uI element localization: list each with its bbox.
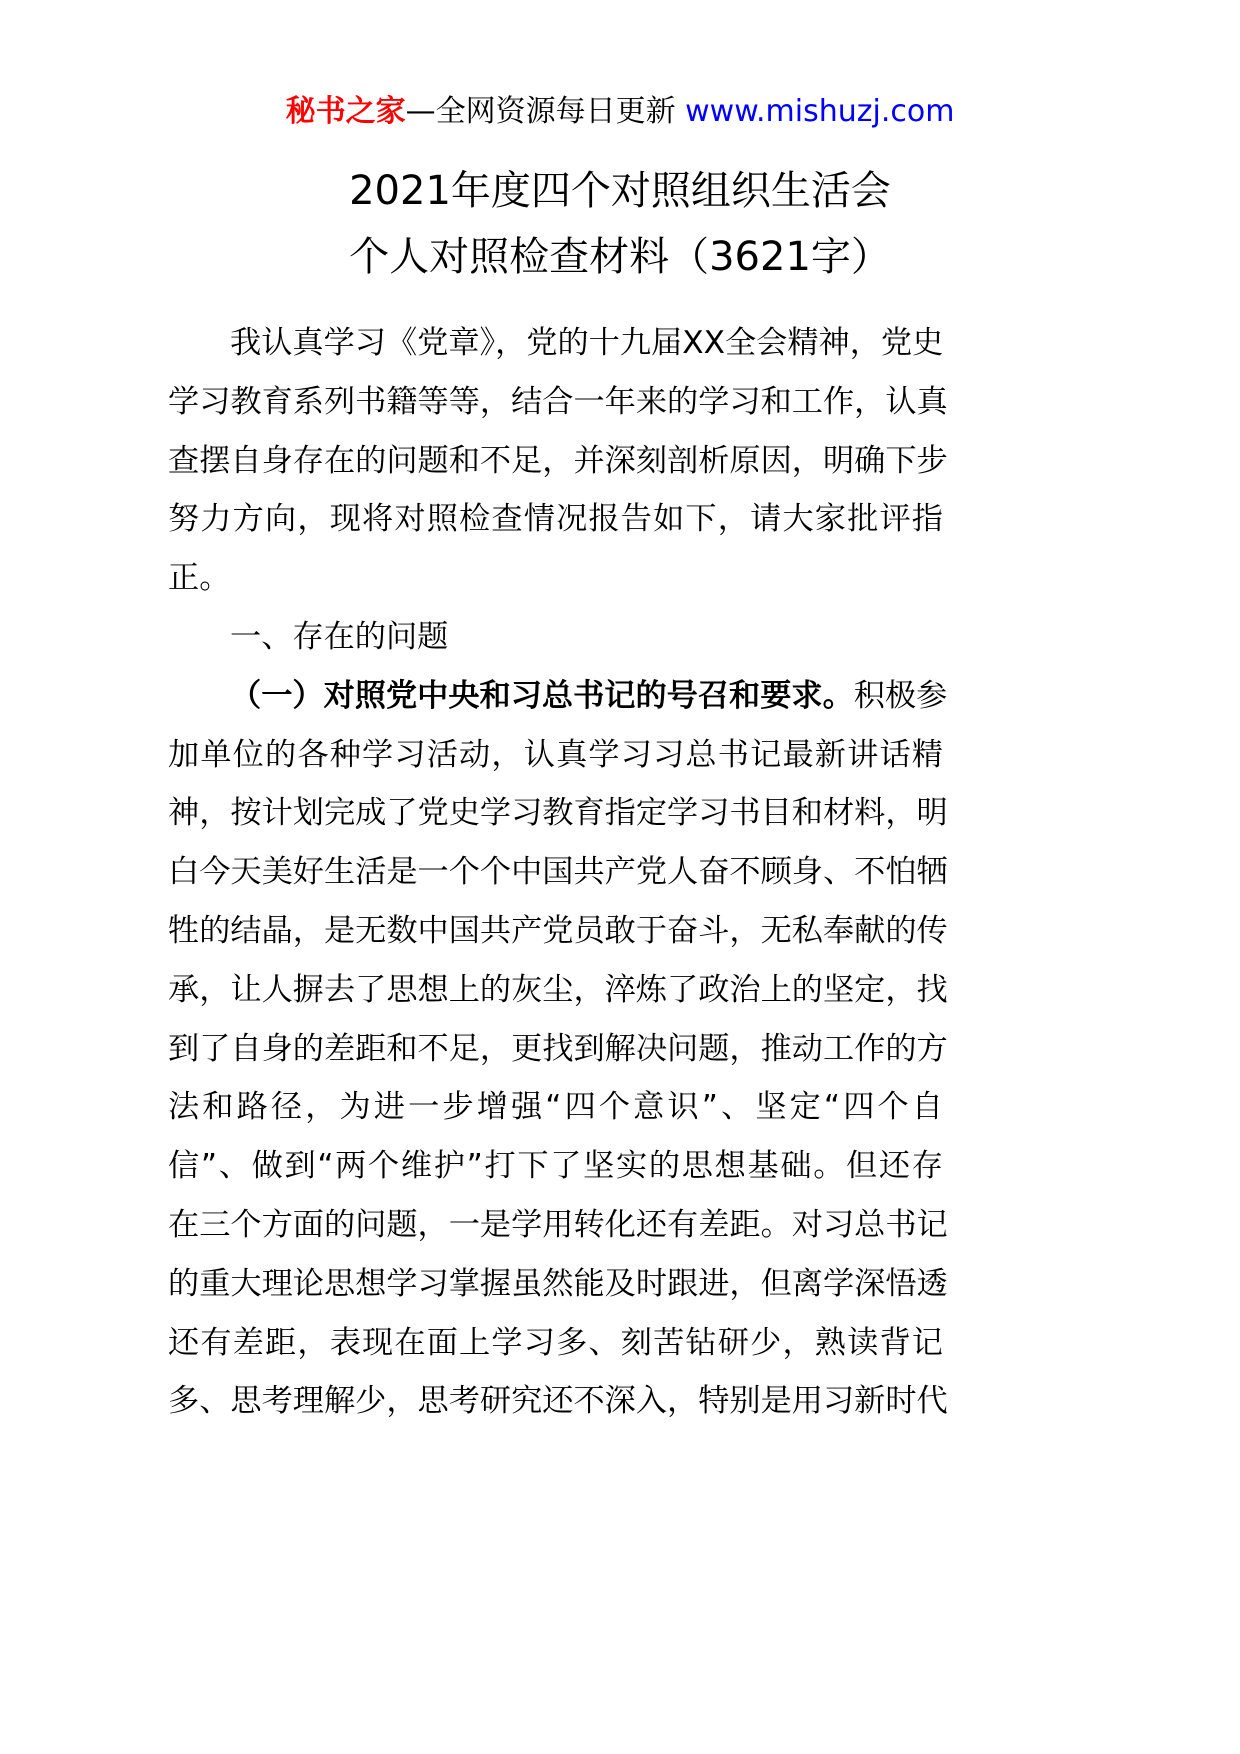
paragraph-line: 在三个方面的问题，一是学用转化还有差距。对习总书记 xyxy=(168,1206,948,1243)
paragraph-line: 到了自身的差距和不足，更找到解决问题，推动工作的方 xyxy=(168,1030,948,1067)
intro-line: 正。 xyxy=(168,560,231,597)
site-banner xyxy=(0,92,1240,132)
paragraph-line: 牲的结晶，是无数中国共产党员敢于奋斗，无私奉献的传 xyxy=(168,912,948,949)
site-url-link[interactable]: www.mishuzj.com xyxy=(685,94,955,129)
paragraph-line: 加单位的各种学习活动，认真学习习总书记最新讲话精 xyxy=(168,736,943,773)
intro-line: 我认真学习《党章》，党的十九届XX全会精神，党史 xyxy=(230,325,944,361)
paragraph-line: 法和路径，为进一步增强“四个意识”、坚定“四个自 xyxy=(168,1089,943,1126)
paragraph-line: 信”、做到“两个维护”打下了坚实的思想基础。但还存 xyxy=(168,1148,943,1185)
paragraph-line: 的重大理论思想学习掌握虽然能及时跟进，但离学深悟透 xyxy=(168,1265,948,1302)
paragraph-line: 白今天美好生活是一个个中国共产党人奋不顾身、不怕牺 xyxy=(168,854,948,891)
subsection-heading: （一）对照党中央和习总书记的号召和要求。 xyxy=(230,677,854,714)
paragraph-line: 还有差距，表现在面上学习多、刻苦钻研少，熟读背记 xyxy=(168,1324,943,1361)
intro-line: 学习教育系列书籍等等，结合一年来的学习和工作，认真 xyxy=(168,383,948,420)
document-body xyxy=(168,314,948,1431)
brand-name: 秘书之家 xyxy=(285,94,406,129)
paragraph-line: 多、思考理解少，思考研究还不深入，特别是用习新时代 xyxy=(168,1383,948,1420)
section-heading: 一、存在的问题 xyxy=(230,618,449,655)
intro-line: 努力方向，现将对照检查情况报告如下，请大家批评指 xyxy=(168,501,943,538)
subsection-heading-continuation: 积极参 xyxy=(853,677,948,714)
intro-line: 查摆自身存在的问题和不足，并深刻剖析原因，明确下步 xyxy=(168,442,948,479)
banner-slogan: —全网资源每日更新 xyxy=(405,94,676,129)
paragraph-line: 承，让人摒去了思想上的灰尘，淬炼了政治上的坚定，找 xyxy=(168,971,948,1008)
paragraph-line: 神，按计划完成了党史学习教育指定学习书目和材料，明 xyxy=(168,795,948,832)
document-title-line-1: 2021年度四个对照组织生活会 xyxy=(349,168,891,214)
document-title-line-2: 个人对照检查材料（3621字） xyxy=(349,234,891,280)
subsection-heading-line xyxy=(168,667,948,726)
